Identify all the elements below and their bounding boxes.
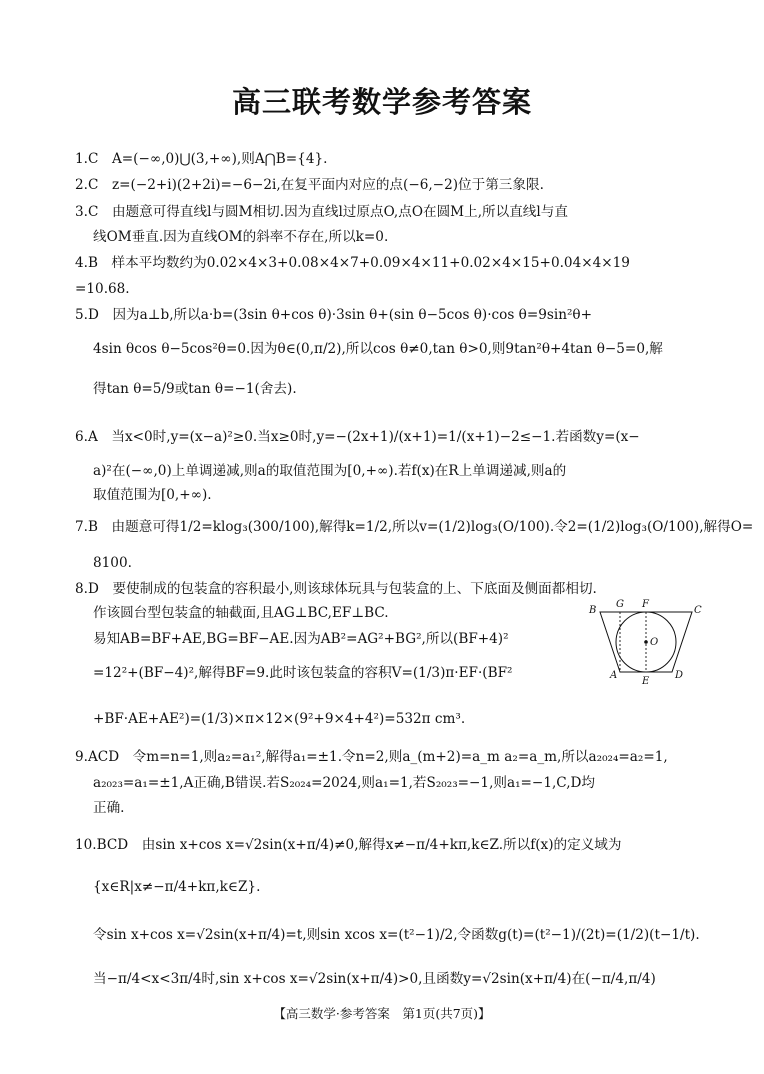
answer-line: 3.C 由题意可得直线l与圆M相切.因为直线l过原点O,点O在圆M上,所以直线l与直	[75, 204, 568, 220]
answer-line: 正确.	[93, 800, 125, 816]
answer-line: 8.D 要使制成的包装盒的容积最小,则该球体玩具与包装盒的上、下底面及侧面都相切.	[75, 581, 597, 597]
answer-line: 7.B 由题意可得1/2=klog₃(300/100),解得k=1/2,所以v=(1/2)log₃(O/100).令2=(1/2)log₃(O/100),解得O=	[75, 519, 754, 535]
answer-line: {x∈R|x≠−π/4+kπ,k∈Z}.	[93, 879, 261, 895]
page-title: 高三联考数学参考答案	[231, 85, 532, 119]
answer-line: 易知AB=BF+AE,BG=BF−AE.因为AB²=AG²+BG²,所以(BF+4)²	[93, 631, 509, 647]
answer-line: 取值范围为[0,+∞).	[93, 487, 212, 503]
label-e: E	[642, 676, 650, 686]
answer-line: 10.BCD 由sin x+cos x=√2sin(x+π/4)≠0,解得x≠−π/4+kπ,k∈Z.所以f(x)的定义域为	[75, 837, 622, 853]
page-footer: 【高三数学·参考答案 第1页(共7页)】	[273, 1006, 491, 1021]
answer-line: 2.C z=(−2+i)(2+2i)=−6−2i,在复平面内对应的点(−6,−2)位于第三象限.	[75, 177, 544, 193]
answer-line: 作该圆台型包装盒的轴截面,且AG⊥BC,EF⊥BC.	[93, 605, 389, 621]
label-a: A	[610, 670, 618, 681]
label-o: O	[650, 637, 659, 648]
answer-line: +BF·AE+AE²)=(1/3)×π×12×(9²+9×4+4²)=532π cm³.	[93, 711, 466, 727]
label-c: C	[694, 605, 702, 616]
answer-line: 4.B 样本平均数约为0.02×4×3+0.08×4×7+0.09×4×11+0.02×4×15+0.04×4×19	[75, 255, 630, 271]
answer-line: 令sin x+cos x=√2sin(x+π/4)=t,则sin xcos x=(t²−1)/2,令函数g(t)=(t²−1)/(2t)=(1/2)(t−1/t).	[93, 927, 700, 943]
answer-line: a₂₀₂₃=a₁=±1,A正确,B错误.若S₂₀₂₄=2024,则a₁=1,若S₂₀₂₃=−1,则a₁=−1,C,D均	[93, 775, 596, 791]
answer-line: 当−π/4<x<3π/4时,sin x+cos x=√2sin(x+π/4)>0,且函数y=√2sin(x+π/4)在(−π/4,π/4)	[93, 971, 656, 987]
answer-line: 6.A 当x<0时,y=(x−a)²≥0.当x≥0时,y=−(2x+1)/(x+1)=1/(x+1)−2≤−1.若函数y=(x−	[75, 429, 640, 445]
label-f: F	[642, 599, 649, 610]
answer-line: 9.ACD 令m=n=1,则a₂=a₁²,解得a₁=±1.令n=2,则a_(m+2)=a_m a₂=a_m,所以a₂₀₂₄=a₂=1,	[75, 749, 668, 765]
answer-line: 5.D 因为a⊥b,所以a·b=(3sin θ+cos θ)·3sin θ+(sin θ−5cos θ)·cos θ=9sin²θ+	[75, 307, 592, 323]
answer-line: =12²+(BF−4)²,解得BF=9.此时该包装盒的容积V=(1/3)π·EF·(BF²	[93, 665, 513, 681]
answer-line: a)²在(−∞,0)上单调递减,则a的取值范围为[0,+∞).若f(x)在R上单调递减,则a的	[93, 463, 567, 479]
frustum-cross-section-figure	[586, 596, 704, 686]
label-g: G	[616, 599, 624, 610]
answer-line: 线OM垂直.因为直线OM的斜率不存在,所以k=0.	[93, 229, 389, 245]
answer-line: 8100.	[93, 555, 132, 571]
answer-line: 得tan θ=5/9或tan θ=−1(舍去).	[93, 381, 297, 397]
center-dot	[644, 640, 648, 644]
label-d: D	[675, 670, 684, 681]
answer-line: 1.C A=(−∞,0)⋃(3,+∞),则A⋂B={4}.	[75, 151, 328, 167]
label-b: B	[589, 605, 597, 616]
answer-line: 4sin θcos θ−5cos²θ=0.因为θ∈(0,π/2),所以cos θ≠0,tan θ>0,则9tan²θ+4tan θ−5=0,解	[93, 341, 663, 357]
answer-line: =10.68.	[75, 281, 130, 297]
